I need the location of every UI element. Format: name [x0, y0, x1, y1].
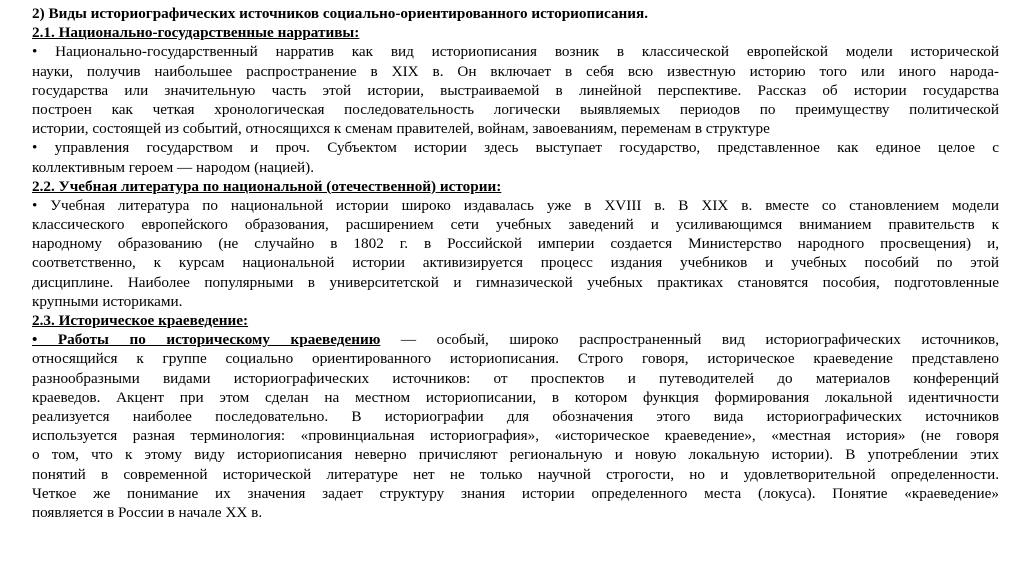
bold-lead-text: • Работы по историческому краеведению — [32, 331, 381, 349]
section-heading-2-2: 2.2. Учебная литература по национальной (отечественной) истории: — [32, 177, 502, 195]
paragraph-line-first — [32, 330, 999, 349]
paragraph-line: науки, получив наибольшее распространение в XIX в. Он включает в себя всю известную историю того или иного народа- — [32, 62, 999, 80]
paragraph-line: появляется в России в начале XX в. — [32, 503, 263, 521]
section-heading-2-3: 2.3. Историческое краеведение: — [32, 312, 249, 329]
paragraph-line: классического европейского образования, расширением сети учебных заведений и усиливающимся вниманием правительств к — [32, 216, 999, 234]
section-heading-2-1: 2.1. Национально-государственные нарративы: — [32, 24, 360, 42]
paragraph-line: крупными историками. — [32, 292, 183, 310]
paragraph-line: разнообразными видами историографических источников: от проспектов и путеводителей до материалов конференций — [32, 369, 999, 387]
paragraph-line: дисциплине. Наиболее популярными в университетской и гимназической учебных практиках становятся пособия, подготовленные — [32, 273, 999, 291]
paragraph-line: • управления государством и проч. Субъектом истории здесь выступает государство, представленное как единое целое с — [32, 139, 999, 157]
page-title: 2) Виды историографических источников социально-ориентированного историописания. — [32, 5, 649, 22]
paragraph-line: истории, состоящей из событий, относящихся к сменам правителей, войнам, завоеваниям, переменам в структуре — [32, 120, 770, 138]
paragraph-line: народному образованию (не случайно в 1802 г. в Российской империи создается Министерство народного просвещения) и, — [32, 235, 999, 253]
paragraph-line: коллективным героем — народом (нацией). — [32, 158, 314, 176]
paragraph-line: краеведов. Акцент при этом сделан на местном историописании, в котором функция формирования локальной идентичности — [32, 388, 999, 406]
paragraph-line: используется разная терминология: «провинциальная историография», «историческое краеведение», «местная история» (не говоря — [32, 427, 999, 445]
paragraph-line: реализуется наиболее последовательно. В историографии для обозначения этого вида историографических источников — [32, 407, 999, 425]
paragraph-line: построен как четкая хронологическая последовательность логически выявляемых периодов по преимуществу политической — [32, 100, 999, 118]
paragraph-line: • Национально-государственный нарратив как вид историописания возник в классической европейской модели исторической — [32, 43, 999, 61]
paragraph-line: соответственно, к курсам национальной истории активизируется процесс издания учебников и учебных пособий по этой — [32, 254, 999, 272]
paragraph-line: относящийся к группе социально ориентированного историописания. Строго говоря, историческое краеведение представлено — [32, 350, 999, 368]
paragraph-line: о том, что к этому виду историописания неверно причисляют региональную и новую локальную истории). В употреблении этих — [32, 446, 999, 464]
paragraph-line: • Учебная литература по национальной истории широко издавалась уже в XVIII в. В XIX в. вместе со становлением модели — [32, 196, 999, 214]
paragraph-line: понятий в современной исторической литературе нет не только научной строгости, но и удовлетворительной определенности. — [32, 465, 999, 483]
paragraph-line: Четкое же понимание их значения задает структуру знания истории определенного места (локуса). Понятие «краеведение» — [32, 484, 999, 502]
lead-rest-text: — особый, широко распространенный вид историографических источников, — [380, 331, 999, 349]
paragraph-line: государства или значительную часть этой истории, выстраиваемой в линейной перспективе. Рассказ об истории государства — [32, 81, 999, 99]
